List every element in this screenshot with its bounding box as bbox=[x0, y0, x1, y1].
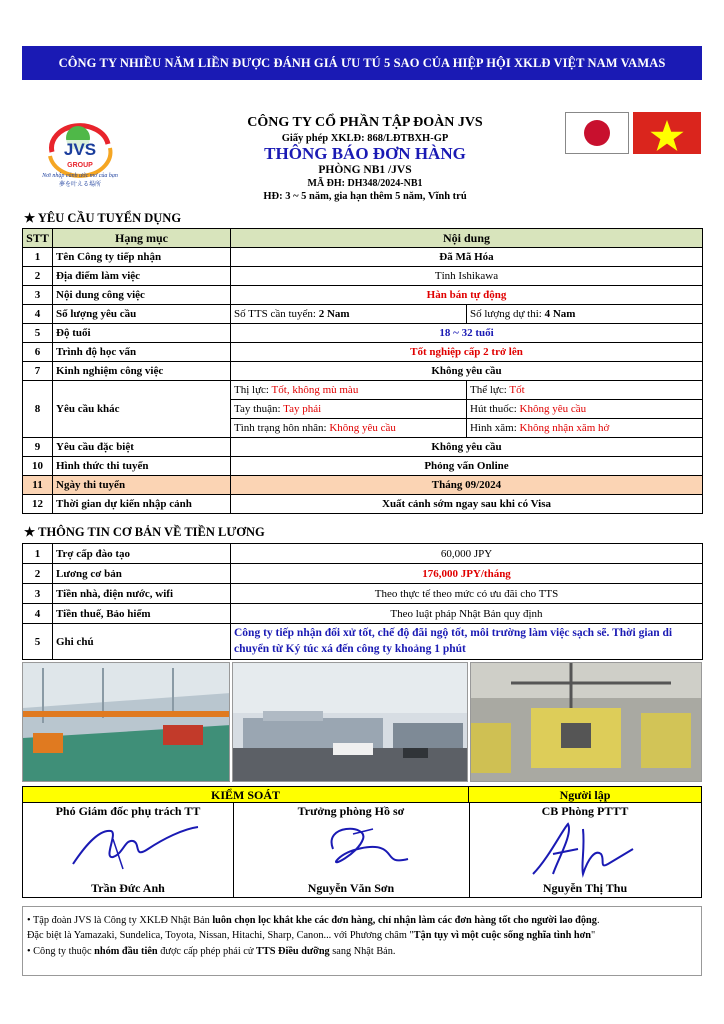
row-value: Tốt nghiệp cấp 2 trở lên bbox=[231, 343, 703, 362]
row-item: Tên Công ty tiếp nhận bbox=[53, 248, 231, 267]
table-row bbox=[23, 248, 703, 267]
fitness-requirement: Thể lực: Tốt bbox=[467, 381, 703, 400]
row-item: Hình thức thi tuyển bbox=[53, 457, 231, 476]
signature-icon bbox=[313, 819, 423, 879]
header-content: Nội dung bbox=[231, 229, 703, 248]
row-stt: 7 bbox=[23, 362, 53, 381]
logo-slogan-jp: 夢を叶える場所 bbox=[58, 181, 102, 188]
row-value: Không yêu cầu bbox=[231, 362, 703, 381]
row-value: Xuất cảnh sớm ngay sau khi có Visa bbox=[231, 495, 703, 514]
signature-icon bbox=[63, 819, 203, 879]
jvs-logo bbox=[30, 112, 130, 190]
row-stt: 3 bbox=[23, 286, 53, 305]
table-row bbox=[23, 324, 703, 343]
footer-line-1: • Tập đoàn JVS là Công ty XKLĐ Nhật Bản luôn chọn lọc khắt khe các đơn hàng, chỉ nhận làm các đơn hàng tốt cho người lao động. bbox=[27, 915, 600, 926]
trainees-needed: Số TTS cần tuyển: 2 Nam bbox=[231, 305, 467, 324]
header-item: Hạng mục bbox=[53, 229, 231, 248]
row-stt: 1 bbox=[23, 544, 53, 564]
top-banner: CÔNG TY NHIỀU NĂM LIỀN ĐƯỢC ĐÁNH GIÁ ƯU TÚ 5 SAO CỦA HIỆP HỘI XKLĐ VIỆT NAM VAMAS bbox=[22, 46, 702, 80]
table-row bbox=[23, 305, 703, 324]
salary-table bbox=[22, 543, 703, 660]
row-item: Trợ cấp đào tạo bbox=[53, 544, 231, 564]
row-item: Ghi chú bbox=[53, 624, 231, 660]
signer-title: Phó Giám đốc phụ trách TT bbox=[55, 804, 201, 818]
dominant-hand-requirement: Tay thuận: Tay phải bbox=[231, 400, 467, 419]
row-value: Phỏng vấn Online bbox=[231, 457, 703, 476]
contract-terms: HĐ: 3 ~ 5 năm, gia hạn thêm 5 năm, Vĩnh trú bbox=[263, 191, 467, 203]
footer-line-3: • Công ty thuộc nhóm đầu tiên được cấp phép phái cử TTS Điều dưỡng sang Nhật Bản. bbox=[27, 945, 396, 957]
license-number: Giấy phép XKLĐ: 868/LĐTBXH-GP bbox=[281, 132, 449, 144]
vietnam-flag-icon bbox=[633, 112, 701, 154]
logo-text: JVS bbox=[63, 140, 97, 159]
row-stt: 1 bbox=[23, 248, 53, 267]
signer-title: Trưởng phòng Hồ sơ bbox=[297, 804, 405, 818]
document-header bbox=[220, 114, 510, 203]
welding-area-photo bbox=[470, 662, 702, 782]
row-item: Kinh nghiệm công việc bbox=[53, 362, 231, 381]
order-code: MÃ ĐH: DH348/2024-NB1 bbox=[307, 177, 423, 189]
table-row bbox=[23, 343, 703, 362]
row-stt: 4 bbox=[23, 604, 53, 624]
row-item: Tiền nhà, điện nước, wifi bbox=[53, 584, 231, 604]
row-item: Thời gian dự kiến nhập cảnh bbox=[53, 495, 231, 514]
row-stt: 6 bbox=[23, 343, 53, 362]
signature-icon bbox=[523, 819, 643, 879]
candidates-count: Số lượng dự thi: 4 Nam bbox=[467, 305, 703, 324]
row-item: Nội dung công việc bbox=[53, 286, 231, 305]
header-stt: STT bbox=[23, 229, 53, 248]
row-value: Đã Mã Hóa bbox=[231, 248, 703, 267]
row-stt: 8 bbox=[23, 381, 53, 438]
row-item: Độ tuổi bbox=[53, 324, 231, 343]
footer-notes bbox=[22, 906, 702, 976]
table-row bbox=[23, 476, 703, 495]
factory-interior-photo bbox=[22, 662, 230, 782]
table-row bbox=[23, 381, 703, 400]
signature-block bbox=[22, 786, 702, 898]
table-row bbox=[23, 624, 703, 660]
signer-title: CB Phòng PTTT bbox=[541, 804, 629, 818]
row-stt: 5 bbox=[23, 624, 53, 660]
table-row bbox=[23, 604, 703, 624]
table-header-row bbox=[23, 229, 703, 248]
row-stt: 4 bbox=[23, 305, 53, 324]
row-stt: 5 bbox=[23, 324, 53, 343]
table-row bbox=[23, 544, 703, 564]
row-value: Không yêu cầu bbox=[231, 438, 703, 457]
creator-header: Người lập bbox=[469, 787, 701, 803]
table-row bbox=[23, 495, 703, 514]
row-stt: 10 bbox=[23, 457, 53, 476]
control-header: KIỂM SOÁT bbox=[23, 787, 469, 803]
row-value: 60,000 JPY bbox=[231, 544, 703, 564]
tattoo-requirement: Hình xăm: Không nhận xăm hở bbox=[467, 419, 703, 438]
factory-exterior-photo bbox=[232, 662, 468, 782]
table-row bbox=[23, 457, 703, 476]
recruitment-section-title: ★ YÊU CẦU TUYỂN DỤNG bbox=[24, 211, 182, 225]
document-title: THÔNG BÁO ĐƠN HÀNG bbox=[264, 143, 466, 163]
salary-section-title: ★ THÔNG TIN CƠ BẢN VỀ TIỀN LƯƠNG bbox=[24, 525, 265, 539]
row-value: 176,000 JPY/tháng bbox=[231, 564, 703, 584]
logo-slogan: Nơi nhập cánh ước mơ của bạn bbox=[42, 173, 118, 179]
row-item: Yêu cầu khác bbox=[53, 381, 231, 438]
smoking-requirement: Hút thuốc: Không yêu cầu bbox=[467, 400, 703, 419]
table-row bbox=[23, 267, 703, 286]
row-stt: 2 bbox=[23, 564, 53, 584]
row-item: Địa điểm làm việc bbox=[53, 267, 231, 286]
row-item: Tiền thuế, Bảo hiểm bbox=[53, 604, 231, 624]
row-value: Tháng 09/2024 bbox=[231, 476, 703, 495]
row-value: Công ty tiếp nhận đối xử tốt, chế độ đãi ngộ tốt, môi trường làm việc sạch sẽ. Thời gian di chuyển từ Ký túc xá đến công ty khoảng 1 phút bbox=[231, 624, 703, 660]
row-value: Theo luật pháp Nhật Bản quy định bbox=[231, 604, 703, 624]
marital-requirement: Tình trạng hôn nhân: Không yêu cầu bbox=[231, 419, 467, 438]
row-item: Trình độ học vấn bbox=[53, 343, 231, 362]
row-stt: 3 bbox=[23, 584, 53, 604]
footer-line-2: Đặc biệt là Yamazaki, Sundelica, Toyota, Nissan, Hitachi, Sharp, Canon... với Phương châm "Tận tụy vì một cuộc sống nghĩa tình hơn" bbox=[27, 930, 596, 942]
japan-flag-icon bbox=[565, 112, 629, 154]
row-stt: 9 bbox=[23, 438, 53, 457]
row-value: Hàn bán tự động bbox=[231, 286, 703, 305]
department: PHÒNG NB1 /JVS bbox=[318, 164, 412, 177]
recruitment-table bbox=[22, 228, 703, 514]
table-row bbox=[23, 584, 703, 604]
signer-name: Nguyễn Văn Sơn bbox=[307, 881, 395, 895]
row-stt: 12 bbox=[23, 495, 53, 514]
row-value: 18 ~ 32 tuổi bbox=[231, 324, 703, 343]
company-name: CÔNG TY CỔ PHẦN TẬP ĐOÀN JVS bbox=[247, 115, 483, 130]
row-item: Số lượng yêu cầu bbox=[53, 305, 231, 324]
row-stt: 11 bbox=[23, 476, 53, 495]
table-row bbox=[23, 362, 703, 381]
row-value: Theo thực tế theo mức có ưu đãi cho TTS bbox=[231, 584, 703, 604]
table-row bbox=[23, 564, 703, 584]
signer-name: Trần Đức Anh bbox=[91, 881, 165, 895]
table-row bbox=[23, 286, 703, 305]
table-row bbox=[23, 438, 703, 457]
row-item: Ngày thi tuyển bbox=[53, 476, 231, 495]
signer-name: Nguyễn Thị Thu bbox=[542, 881, 628, 895]
row-item: Yêu cầu đặc biệt bbox=[53, 438, 231, 457]
logo-group: GROUP bbox=[67, 162, 93, 169]
row-item: Lương cơ bản bbox=[53, 564, 231, 584]
row-value: Tỉnh Ishikawa bbox=[231, 267, 703, 286]
vision-requirement: Thị lực: Tốt, không mù màu bbox=[231, 381, 467, 400]
row-stt: 2 bbox=[23, 267, 53, 286]
